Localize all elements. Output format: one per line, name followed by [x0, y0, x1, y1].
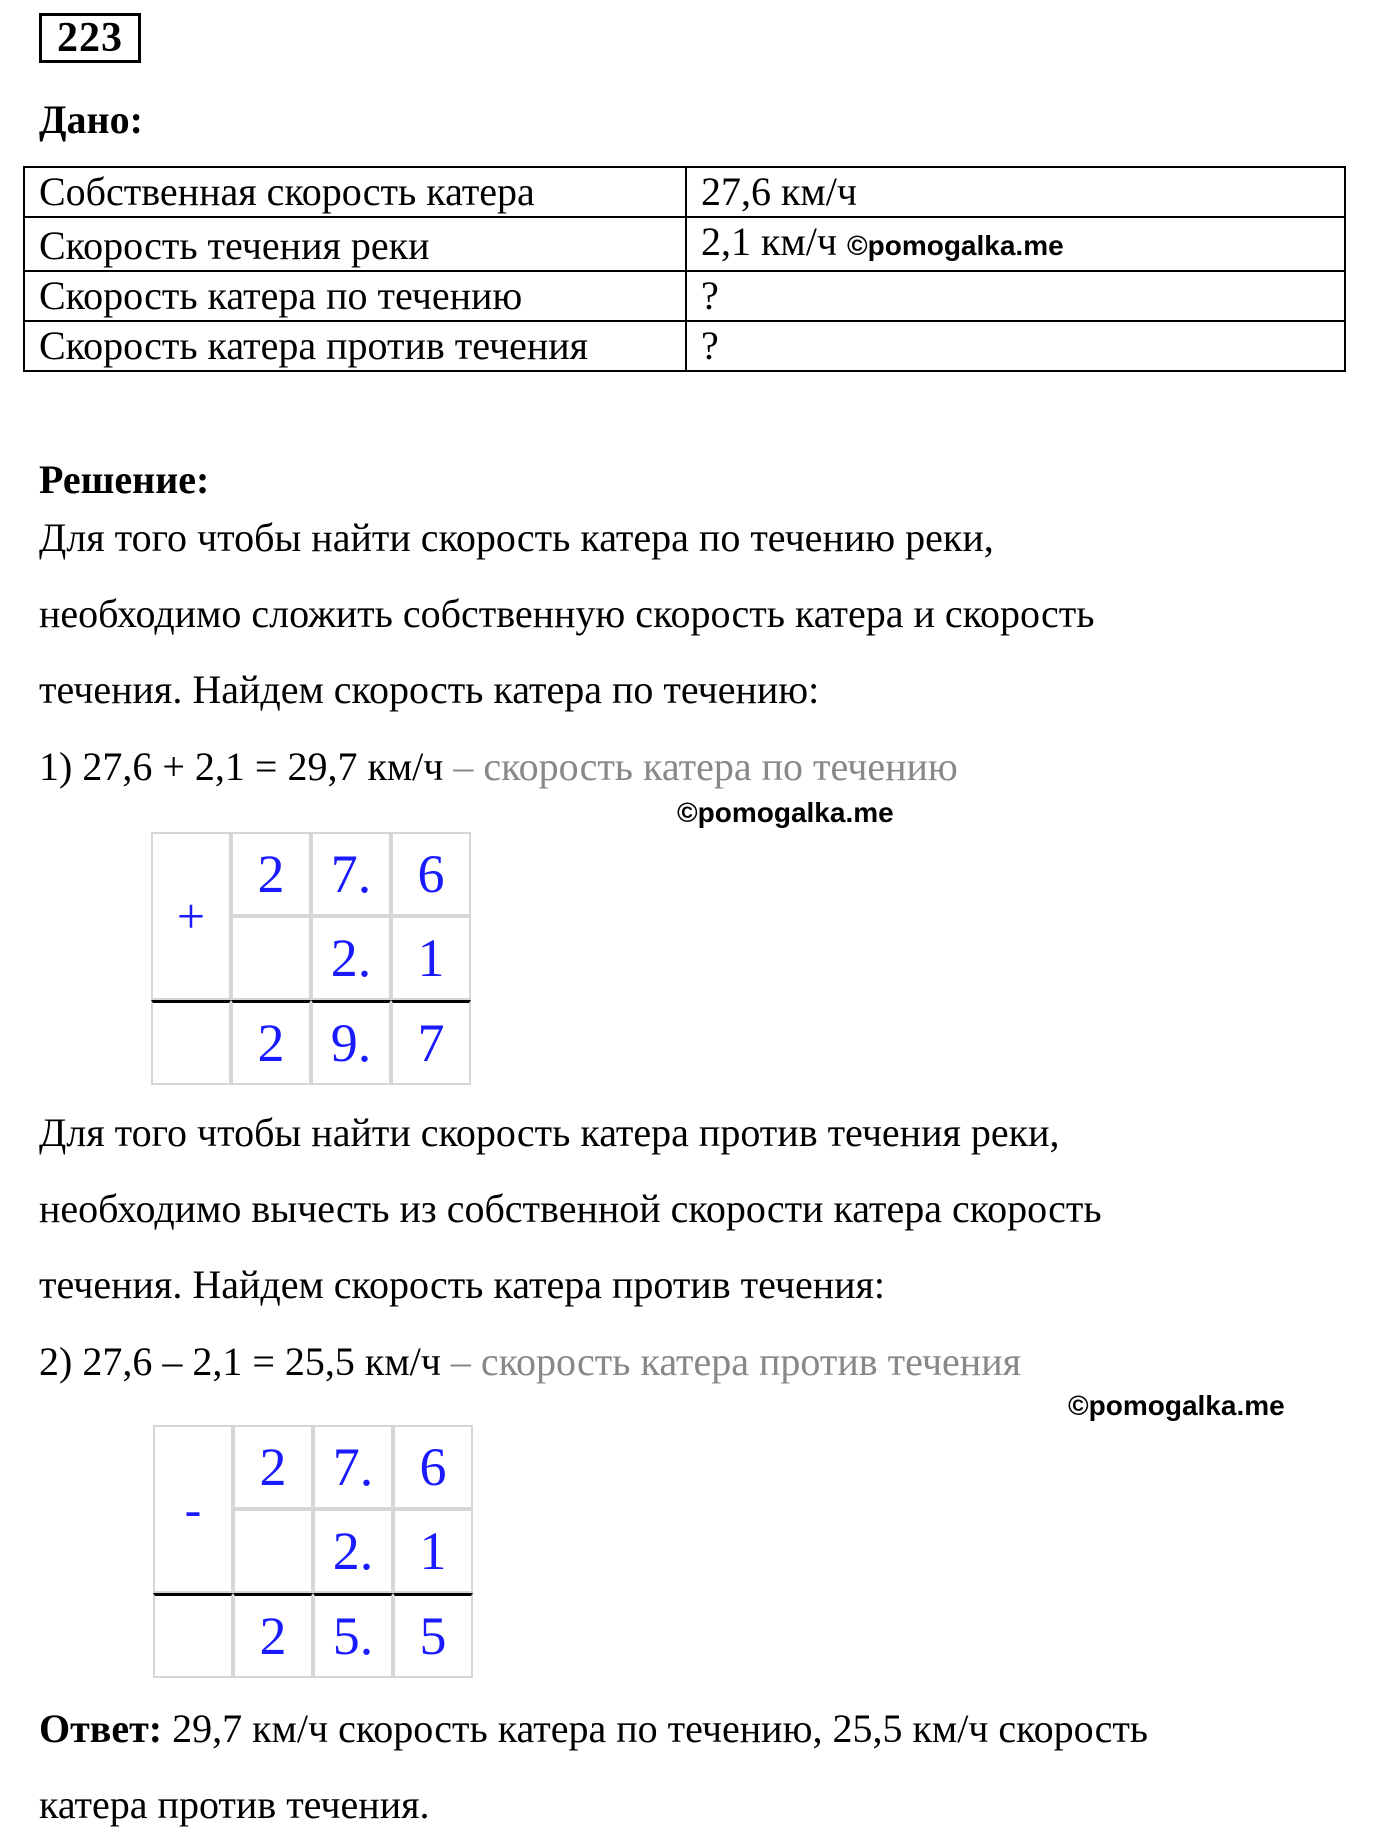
table-cell-value-text: 2,1 км/ч: [701, 219, 837, 264]
table-row: [24, 217, 1345, 271]
step2-note: – скорость катера против течения: [440, 1339, 1021, 1384]
table-cell-label: Скорость течения реки: [24, 217, 686, 271]
table-cell-label: Собственная скорость катера: [24, 167, 686, 217]
digit-cell: 2: [231, 832, 311, 916]
solution-heading: Решение:: [39, 457, 210, 502]
solution-p2-line3: течения. Найдем скорость катера против течения:: [39, 1262, 886, 1307]
empty-cell: [151, 1000, 231, 1085]
table-cell-value: 27,6 км/ч: [686, 167, 1345, 217]
result-digit-cell: 7: [391, 1000, 471, 1085]
given-table: [23, 166, 1346, 372]
table-row: [24, 321, 1345, 371]
digit-cell: 2.: [311, 916, 391, 1000]
result-digit-cell: 2: [233, 1593, 313, 1678]
digit-cell: 2.: [313, 1509, 393, 1593]
table-cell-label: Скорость катера по течению: [24, 271, 686, 321]
watermark-calc1: ©pomogalka.me: [677, 797, 894, 828]
result-digit-cell: 5: [393, 1593, 473, 1678]
addition-calculation: [151, 832, 471, 1085]
solution-p1-line2: необходимо сложить собственную скорость катера и скорость: [39, 591, 1095, 636]
table-cell-value: ?: [686, 271, 1345, 321]
answer-label: Ответ:: [39, 1706, 163, 1751]
digit-cell: [233, 1509, 313, 1593]
solution-p2-line1: Для того чтобы найти скорость катера против течения реки,: [39, 1110, 1060, 1155]
result-digit-cell: 2: [231, 1000, 311, 1085]
digit-cell: 7.: [313, 1425, 393, 1509]
empty-cell: [153, 1593, 233, 1678]
answer-text: 29,7 км/ч скорость катера по течению, 25,5 км/ч скорость: [162, 1706, 1149, 1751]
subtraction-calculation: [153, 1425, 473, 1678]
answer-line1: [39, 1705, 1148, 1753]
operator-minus: -: [153, 1425, 233, 1593]
step1-expression: 1) 27,6 + 2,1 = 29,7 км/ч: [39, 744, 444, 789]
digit-cell: 1: [393, 1509, 473, 1593]
operator-plus: +: [151, 832, 231, 1000]
given-heading: Дано:: [39, 97, 143, 142]
solution-p2-line2: необходимо вычесть из собственной скорости катера скорость: [39, 1186, 1102, 1231]
watermark-table: ©pomogalka.me: [846, 230, 1064, 261]
digit-cell: 1: [391, 916, 471, 1000]
digit-cell: [231, 916, 311, 1000]
table-cell-label: Скорость катера против течения: [24, 321, 686, 371]
step1-line: [39, 743, 958, 791]
answer-line2: катера против течения.: [39, 1782, 430, 1827]
solution-p1-line1: Для того чтобы найти скорость катера по течению реки,: [39, 515, 994, 560]
digit-cell: 7.: [311, 832, 391, 916]
table-row: [24, 271, 1345, 321]
result-digit-cell: 9.: [311, 1000, 391, 1085]
task-number: 223: [39, 13, 141, 63]
result-digit-cell: 5.: [313, 1593, 393, 1678]
step1-note: – скорость катера по течению: [443, 744, 958, 789]
digit-cell: 2: [233, 1425, 313, 1509]
solution-p1-line3: течения. Найдем скорость катера по течению:: [39, 667, 820, 712]
table-cell-value: ?: [686, 321, 1345, 371]
table-row: [24, 167, 1345, 217]
step2-line: [39, 1338, 1021, 1386]
table-cell-value: [686, 217, 1345, 271]
step2-expression: 2) 27,6 – 2,1 = 25,5 км/ч: [39, 1339, 441, 1384]
digit-cell: 6: [391, 832, 471, 916]
watermark-calc2: ©pomogalka.me: [1068, 1390, 1285, 1421]
digit-cell: 6: [393, 1425, 473, 1509]
